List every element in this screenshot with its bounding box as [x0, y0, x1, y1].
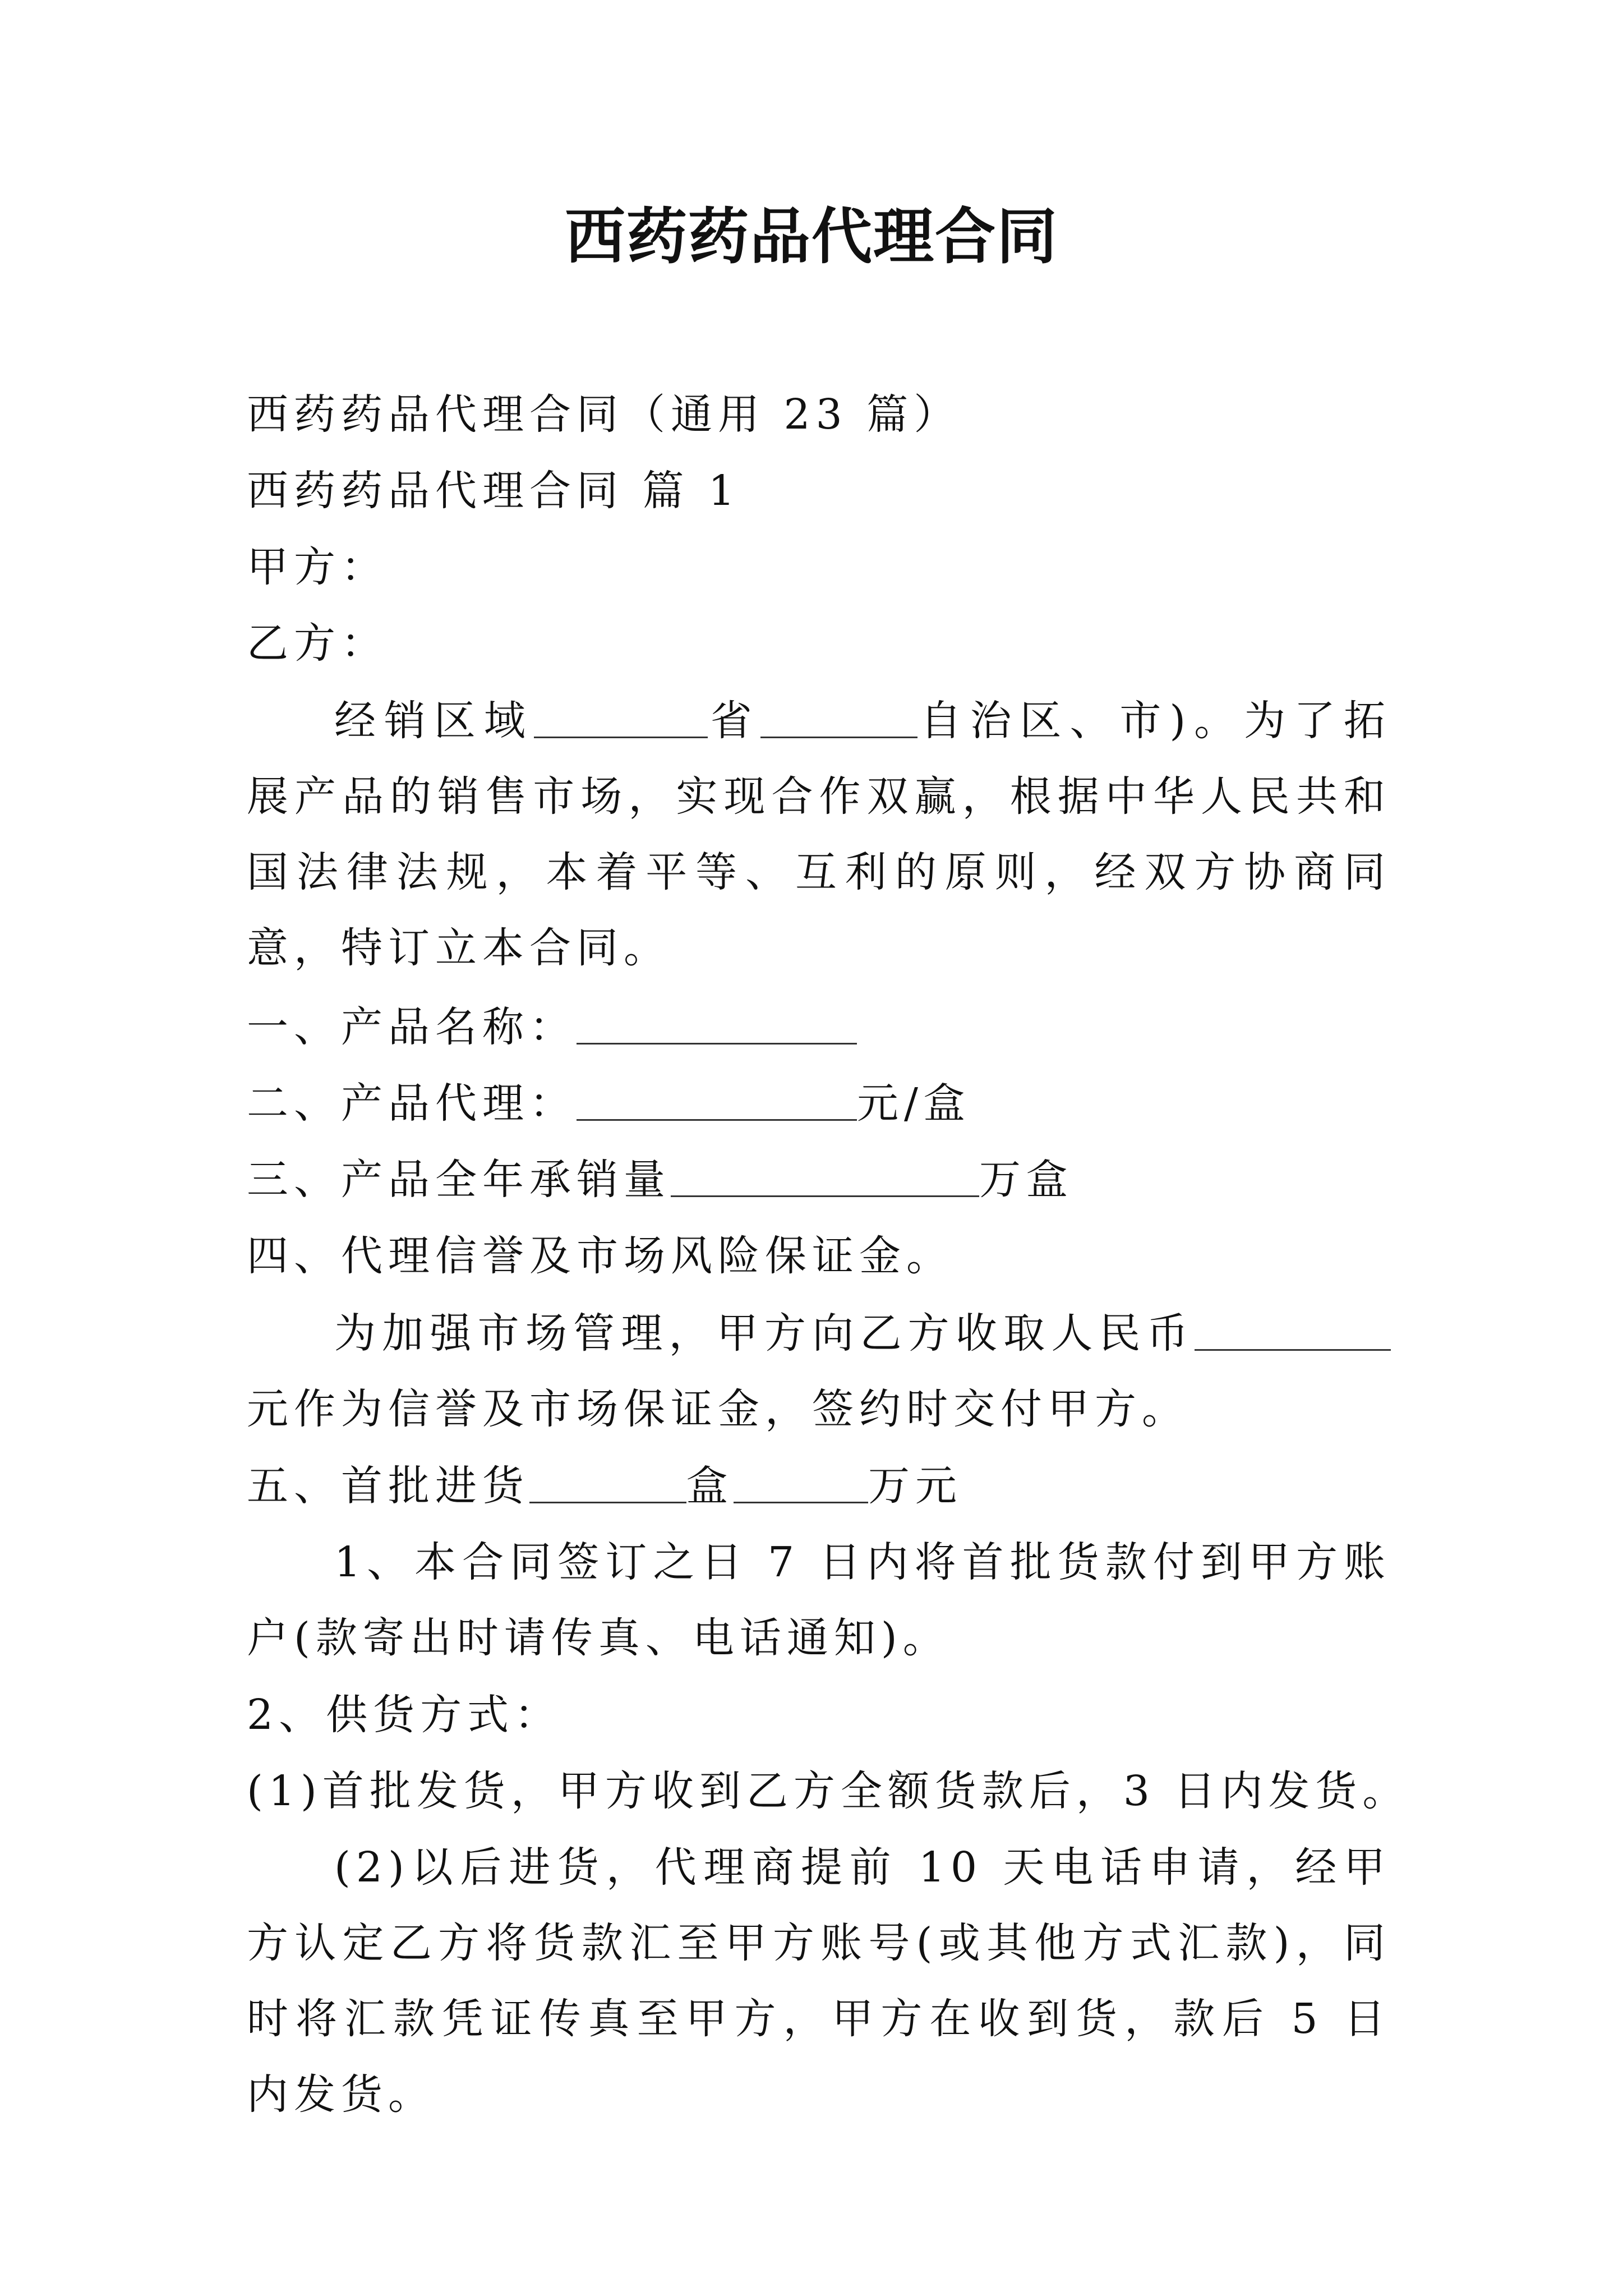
product-price-line	[247, 1066, 1391, 1142]
product-name-blank	[577, 1004, 857, 1045]
first-order-box-unit: 盒	[686, 1462, 734, 1510]
first-order-line	[247, 1448, 1391, 1524]
annual-volume-label: 三、产品全年承销量	[247, 1156, 671, 1204]
first-order-money-unit: 万元	[868, 1462, 962, 1510]
product-name-line	[247, 990, 1391, 1065]
section-heading: 西药药品代理合同 篇 1	[247, 467, 741, 515]
deposit-text-before: 为加强市场管理，甲方向乙方收取人民币	[334, 1309, 1195, 1358]
product-price-unit: 元/盒	[857, 1079, 971, 1128]
annual-volume-unit: 万盒	[979, 1156, 1073, 1204]
product-price-label: 二、产品代理：	[247, 1079, 577, 1128]
clause-2-1: (1)首批发货，甲方收到乙方全额货款后，3 日内发货。	[247, 1767, 1410, 1815]
first-order-money-blank	[734, 1462, 868, 1503]
party-a-label: 甲方：	[247, 543, 388, 591]
first-order-label: 五、首批进货	[247, 1462, 529, 1510]
document-subtitle: 西药药品代理合同（通用 23 篇）	[247, 390, 961, 439]
annual-volume-blank	[671, 1156, 979, 1197]
product-price-blank	[577, 1080, 857, 1121]
deposit-heading: 四、代理信誉及市场风险保证金。	[247, 1232, 953, 1280]
document-title: 西药药品代理合同	[564, 201, 1058, 272]
party-b-label: 乙方：	[247, 619, 388, 668]
region-label: 经销区域	[334, 697, 534, 745]
region-rest-text: 自治区、市)。为了拓展产品的销售市场，实现合作双赢，根据中华人民共和国法律法规，本着平等、互利的原则，经双方协商同意，特订立本合同。	[247, 697, 1391, 972]
region-paragraph	[247, 683, 1391, 986]
clause-2: 2、供货方式：	[247, 1691, 562, 1739]
province-blank	[534, 697, 708, 738]
product-name-label: 一、产品名称：	[247, 1003, 577, 1051]
deposit-paragraph	[247, 1296, 1391, 1447]
annual-volume-line	[247, 1142, 1391, 1218]
clause-2-2: (2)以后进货，代理商提前 10 天电话申请，经甲方认定乙方将货款汇至甲方账号(或其他方式汇款)，同时将汇款凭证传真至甲方，甲方在收到货，款后 5 日内发货。	[247, 1843, 1391, 2119]
deposit-text-after: 元作为信誉及市场保证金，签约时交付甲方。	[247, 1385, 1189, 1433]
province-text: 省	[707, 697, 760, 745]
region-blank	[760, 697, 917, 738]
first-order-box-blank	[529, 1462, 686, 1503]
clause-1: 1、本合同签订之日 7 日内将首批货款付到甲方账户(款寄出时请传真、电话通知)。	[247, 1538, 1391, 1662]
deposit-amount-blank	[1195, 1310, 1391, 1351]
